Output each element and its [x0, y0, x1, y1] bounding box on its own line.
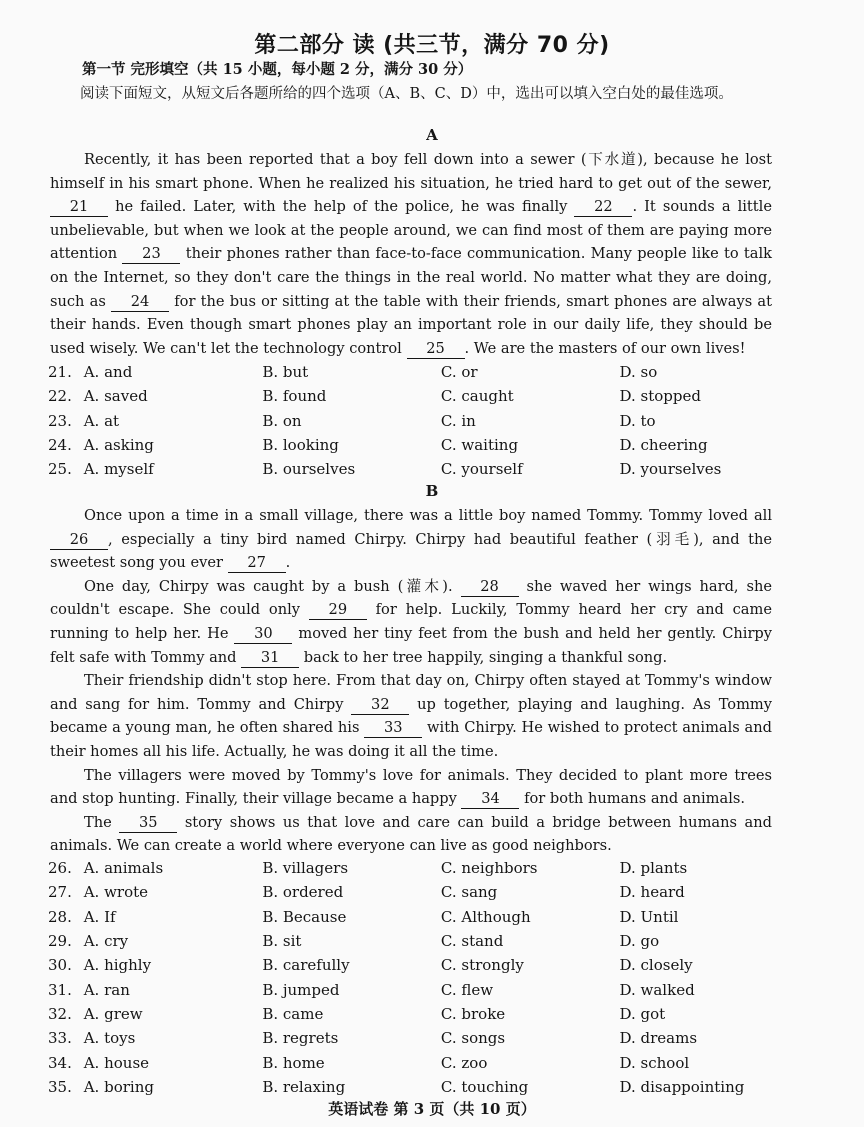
blank-29: 29 [309, 601, 367, 620]
passage-text-segment: up together, playing and laughing. As Tommy became a young man, he often shared his [50, 695, 772, 737]
option-b[interactable]: B. Because [262, 907, 347, 926]
question-number: 25. [48, 460, 72, 479]
option-c[interactable]: C. waiting [440, 436, 519, 455]
option-a[interactable]: A. and [83, 363, 133, 382]
paragraph [50, 504, 772, 575]
option-a[interactable]: A. saved [83, 387, 148, 406]
option-a[interactable]: A. asking [83, 436, 154, 455]
passage-text-segment: . It sounds a little unbelievable, but when we look at the people around, we can find most of them are paying more attention [50, 198, 772, 263]
question-number: 24. [48, 436, 72, 455]
passage-b-label: B [425, 482, 439, 500]
passage-text-segment: . We are the masters of our own lives! [464, 339, 746, 357]
passage-text-segment: The villagers were moved by Tommy's love for animals. They decided to plant more trees and stop hunting. Finally, their village became a happy [50, 766, 772, 808]
passage-text-segment: Their friendship didn't stop here. From that day on, Chirpy often stayed at Tommy's window and sang for him. Tommy and Chirpy [50, 672, 772, 713]
blank-24: 24 [111, 293, 169, 312]
passage-text-segment: for the bus or sitting at the table with their friends, smart phones are always at their hands. Even though smart phones play an important role in our daily life, they should be used wisely. We can't let the technology control [50, 292, 772, 357]
passage-text-segment: she waved her wings hard, she couldn't escape. She could only [50, 577, 772, 619]
question-number: 31. [48, 980, 72, 999]
question-number: 35. [48, 1077, 72, 1096]
option-c[interactable]: C. touching [440, 1077, 529, 1096]
passage-text-segment: with Chirpy. He wished to protect animals and their homes all his life. Actually, he was doing it all the time. [50, 719, 772, 760]
option-d[interactable]: D. to [619, 411, 656, 430]
option-c[interactable]: C. caught [440, 387, 514, 406]
option-b[interactable]: B. jumped [262, 980, 340, 999]
blank-32: 32 [351, 696, 409, 715]
option-b[interactable]: B. regrets [262, 1029, 339, 1048]
blank-30: 30 [234, 625, 292, 644]
blank-31: 31 [241, 649, 299, 668]
question-number: 28. [48, 907, 72, 926]
question-row [48, 929, 808, 953]
option-a[interactable]: A. cry [83, 932, 129, 951]
question-row [48, 1050, 808, 1074]
option-d[interactable]: D. closely [619, 956, 693, 975]
blank-34: 34 [461, 790, 519, 809]
page-footer: 英语试卷 第 3 页（共 10 页） [328, 1100, 536, 1118]
question-number: 34. [48, 1053, 72, 1072]
option-c[interactable]: C. sang [440, 883, 498, 902]
blank-25: 25 [407, 340, 465, 359]
passage-text-segment: their phones rather than face-to-face communication. Many people like to talk on the Internet, so they don't care the things in the real world. No matter what they are doing, such as [50, 245, 772, 310]
option-a[interactable]: A. house [83, 1053, 150, 1072]
option-a[interactable]: A. at [83, 411, 120, 430]
option-b[interactable]: B. ordered [262, 883, 344, 902]
option-d[interactable]: D. Until [619, 907, 679, 926]
option-a[interactable]: A. highly [83, 956, 152, 975]
option-a[interactable]: A. ran [83, 980, 130, 999]
option-b[interactable]: B. sit [262, 932, 302, 951]
blank-35: 35 [119, 814, 177, 833]
option-c[interactable]: C. zoo [440, 1053, 488, 1072]
question-row [48, 1026, 808, 1050]
option-a[interactable]: A. boring [83, 1077, 154, 1096]
question-number: 21. [48, 363, 72, 382]
blank-23: 23 [122, 245, 180, 264]
paragraph [50, 811, 772, 858]
question-row [48, 360, 808, 384]
option-d[interactable]: D. yourselves [619, 460, 722, 479]
passage-text-segment: story shows us that love and care can build a bridge between humans and animals. We can create a world where everyone can live as good neighbors. [50, 813, 772, 855]
option-b[interactable]: B. home [262, 1053, 325, 1072]
option-b[interactable]: B. ourselves [262, 460, 356, 479]
paragraph [50, 669, 772, 763]
option-d[interactable]: D. disappointing [619, 1077, 745, 1096]
option-b[interactable]: B. looking [262, 436, 339, 455]
passage-a-label: A [426, 126, 438, 144]
passage-text-segment: Once upon a time in a small village, there was a little boy named Tommy. Tommy loved all [84, 507, 772, 524]
option-c[interactable]: C. in [440, 411, 476, 430]
blank-22: 22 [574, 198, 632, 217]
passage-text-segment: he failed. Later, with the help of the police, he was finally [108, 198, 575, 216]
option-c[interactable]: C. stand [440, 932, 504, 951]
blank-33: 33 [364, 719, 422, 738]
option-d[interactable]: D. cheering [619, 436, 708, 455]
passage-b-options [48, 856, 808, 1099]
passage-text-segment: back to her tree happily, singing a thankful song. [299, 648, 668, 666]
passage-text-segment: One day, Chirpy was caught by a bush (灌木). [84, 577, 461, 595]
passage-a-text [50, 148, 772, 360]
passage-a-options [48, 360, 808, 481]
question-number: 23. [48, 411, 72, 430]
question-row [48, 856, 808, 880]
question-row [48, 384, 808, 408]
question-row [48, 905, 808, 929]
option-c[interactable]: C. flew [440, 980, 494, 999]
passage-text-segment: Recently, it has been reported that a boy fell down into a sewer (下水道), because he lost himself in his smart phone. When he realized his situation, he tried hard to get out of the sewer, [50, 151, 772, 192]
question-number: 26. [48, 859, 72, 878]
option-d[interactable]: D. walked [619, 980, 695, 999]
option-a[interactable]: A. If [83, 907, 116, 926]
option-c[interactable]: C. yourself [440, 460, 523, 479]
option-c[interactable]: C. neighbors [440, 859, 538, 878]
blank-28: 28 [461, 578, 519, 597]
question-row [48, 977, 808, 1001]
passage-text-segment: . [285, 554, 291, 572]
question-row [48, 1075, 808, 1099]
option-c[interactable]: C. songs [440, 1029, 506, 1048]
option-b[interactable]: B. came [262, 1004, 324, 1023]
passage-text-segment: for both humans and animals. [519, 790, 746, 808]
option-d[interactable]: D. plants [619, 859, 688, 878]
option-d[interactable]: D. heard [619, 883, 685, 902]
option-c[interactable]: C. strongly [440, 956, 524, 975]
option-a[interactable]: A. grew [83, 1004, 143, 1023]
option-d[interactable]: D. school [619, 1053, 690, 1072]
paragraph [50, 148, 772, 360]
option-d[interactable]: D. stopped [619, 387, 701, 406]
question-number: 30. [48, 956, 72, 975]
passage-text-segment: for help. Luckily, Tommy heard her cry and came running to help her. He [50, 601, 772, 642]
paragraph [50, 575, 772, 669]
option-b[interactable]: B. carefully [262, 956, 350, 975]
option-c[interactable]: C. Although [440, 907, 531, 926]
option-a[interactable]: A. animals [83, 859, 164, 878]
option-b[interactable]: B. but [262, 363, 309, 382]
paragraph [50, 764, 772, 811]
option-a[interactable]: A. toys [83, 1029, 136, 1048]
question-number: 29. [48, 932, 72, 951]
passage-b-text [50, 504, 772, 858]
option-d[interactable]: D. got [619, 1004, 666, 1023]
section-heading: 第一节 完形填空（共 15 小题，每小题 2 分，满分 30 分） [82, 61, 473, 78]
passage-text-segment: , especially a tiny bird named Chirpy. Chirpy had beautiful feather (羽毛), and the sweetest song you ever [50, 530, 772, 572]
option-c[interactable]: C. broke [440, 1004, 506, 1023]
option-d[interactable]: D. dreams [619, 1029, 698, 1048]
option-b[interactable]: B. villagers [262, 859, 349, 878]
option-a[interactable]: A. wrote [83, 883, 149, 902]
question-row [48, 1002, 808, 1026]
option-b[interactable]: B. on [262, 411, 302, 430]
question-number: 27. [48, 883, 72, 902]
question-row [48, 880, 808, 904]
question-row [48, 409, 808, 433]
blank-21: 21 [50, 198, 108, 217]
passage-text-segment: The [84, 813, 120, 831]
option-a[interactable]: A. myself [83, 460, 154, 479]
option-c[interactable]: C. or [440, 363, 478, 382]
option-b[interactable]: B. found [262, 387, 327, 406]
question-row [48, 457, 808, 481]
question-number: 32. [48, 1004, 72, 1023]
option-d[interactable]: D. go [619, 932, 660, 951]
question-row [48, 953, 808, 977]
option-b[interactable]: B. relaxing [262, 1077, 346, 1096]
blank-26: 26 [50, 531, 108, 550]
question-row [48, 433, 808, 457]
option-d[interactable]: D. so [619, 363, 658, 382]
question-number: 33. [48, 1029, 72, 1048]
instructions: 阅读下面短文，从短文后各题所给的四个选项（A、B、C、D）中，选出可以填入空白处的最佳选项。 [80, 86, 733, 102]
question-number: 22. [48, 387, 72, 406]
page-title: 第二部分 读 (共三节，满分 70 分) [254, 33, 610, 58]
passage-text-segment: moved her tiny feet from the bush and held her gently. Chirpy felt safe with Tommy and [50, 624, 773, 666]
blank-27: 27 [228, 554, 286, 573]
